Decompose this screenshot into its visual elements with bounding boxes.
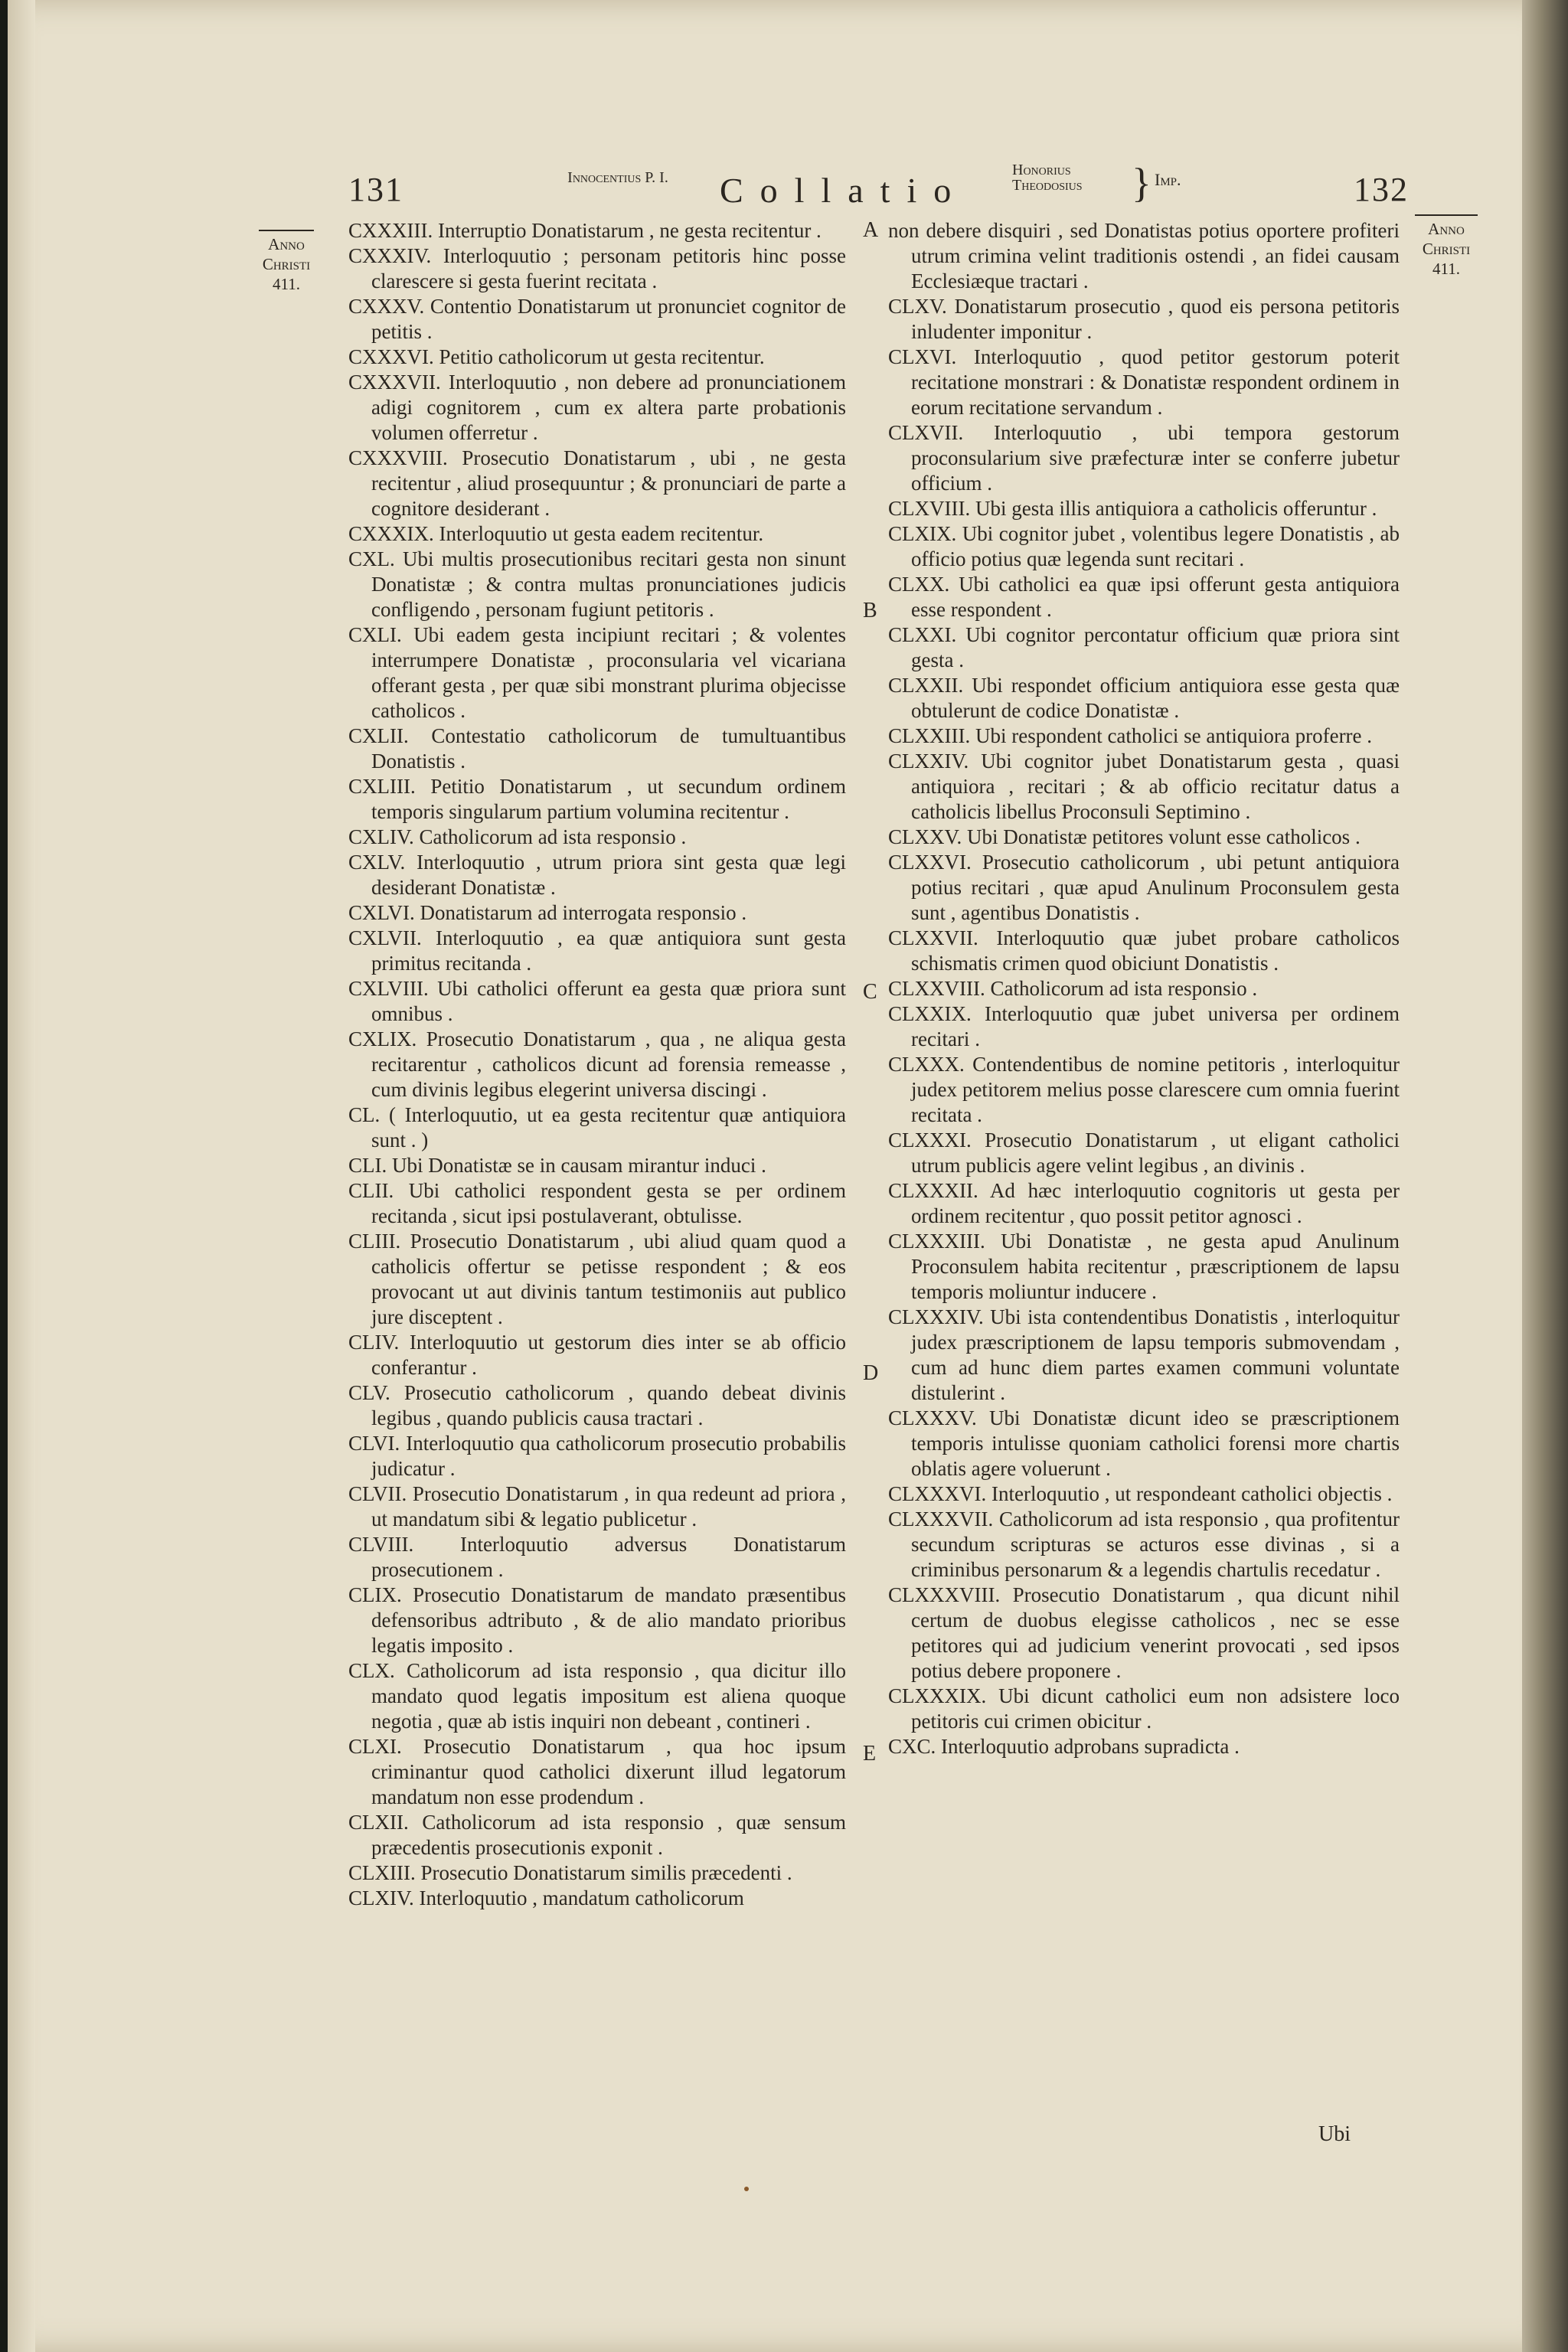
index-entry: CLXXXI. Prosecutio Donatistarum , ut eligant catholici utrum publicis agere velint legibus , an divinis . bbox=[888, 1129, 1400, 1177]
index-entry: CXLIII. Petitio Donatistarum , ut secundum ordinem temporis singularum partium volumina recitentur . bbox=[348, 775, 846, 823]
page-gutter bbox=[8, 0, 35, 2352]
index-entry: CLXVII. Interloquutio , ubi tempora gestorum proconsularium sive præfecturæ inter se conferre jubetur officium . bbox=[888, 421, 1400, 495]
index-entry: CLXXIII. Ubi respondent catholici se antiquiora proferre . bbox=[888, 724, 1373, 747]
brace-icon: } bbox=[1132, 160, 1152, 206]
section-marker-e: E bbox=[863, 1742, 877, 1766]
index-entry: non debere disquiri , sed Donatistas potius oportere profiteri utrum crimina velint traditionis ostendi , an fidei causam Ecclesiæque tractari . bbox=[888, 219, 1400, 292]
index-entry: CLXXVI. Prosecutio catholicorum , ubi petunt antiquiora potius recitari , quæ apud Anulinum Proconsulem gesta sunt , agentibus Donatistis . bbox=[888, 851, 1400, 924]
index-entry: CXXXVI. Petitio catholicorum ut gesta recitentur. bbox=[348, 345, 765, 368]
margin-note-text: Anno Christi 411. bbox=[262, 235, 311, 293]
index-entry: CLXXVII. Interloquutio quæ jubet probare catholicos schismatis crimen quod obiciunt Donatistis . bbox=[888, 926, 1400, 975]
index-entry: CLXI. Prosecutio Donatistarum , qua hoc ipsum criminantur quod catholici dixerunt illud legatorum mandatum non esse prodendum . bbox=[348, 1735, 846, 1808]
index-entry: CLVIII. Interloquutio adversus Donatistarum prosecutionem . bbox=[348, 1533, 846, 1581]
index-entry: CXXXIII. Interruptio Donatistarum , ne gesta recitentur . bbox=[348, 219, 822, 242]
index-entry: CLXXXIX. Ubi dicunt catholici eum non adsistere loco petitoris cui crimen obicitur . bbox=[888, 1684, 1400, 1733]
margin-note-text: Anno Christi 411. bbox=[1422, 220, 1471, 278]
index-entry: CLXXXVI. Interloquutio , ut respondeant catholici objectis . bbox=[888, 1482, 1393, 1505]
index-entry: CLXIV. Interloquutio , mandatum catholicorum bbox=[348, 1886, 744, 1909]
index-entry: CLXVI. Interloquutio , quod petitor gestorum poterit recitatione monstrari : & Donatistæ respondent ordinem in eorum recitatione servandum . bbox=[888, 345, 1400, 419]
section-marker-a: A bbox=[863, 218, 879, 242]
index-entry: CL. ( Interloquutio, ut ea gesta recitentur quæ antiquiora sunt . ) bbox=[348, 1103, 846, 1152]
index-entry: CXLIV. Catholicorum ad ista responsio . bbox=[348, 825, 687, 848]
right-running-head: Honorius Theodosius bbox=[1012, 162, 1083, 194]
index-entry: CLXXXIV. Ubi ista contendentibus Donatistis , interloquitur judex præscriptionem de lapsu temporis submovendam , cum ad hunc diem partes examen communi voluntate distulerint . bbox=[888, 1305, 1400, 1404]
index-entry: CLXXVIII. Catholicorum ad ista responsio . bbox=[888, 977, 1258, 1000]
index-entry: CLIX. Prosecutio Donatistarum de mandato præsentibus defensoribus adtributo , & de alio mandato prioribus legatis imposito . bbox=[348, 1583, 846, 1657]
section-marker-b: B bbox=[863, 599, 877, 622]
index-entry: CXXXVII. Interloquutio , non debere ad pronunciationem adigi cognitorem , cum ex altera parte probationis volumen offerretur . bbox=[348, 371, 846, 444]
index-entry: CXLIX. Prosecutio Donatistarum , qua , ne aliqua gesta recitarentur , catholicos dicunt ad forensia remeasse , cum divinis legibus elegerint universa discingi . bbox=[348, 1027, 846, 1101]
index-entry: CLVII. Prosecutio Donatistarum , in qua redeunt ad priora , ut mandatum sibi & legatio publicetur . bbox=[348, 1482, 846, 1530]
index-entry: CXLV. Interloquutio , utrum priora sint gesta quæ legi desiderant Donatistæ . bbox=[348, 851, 846, 899]
index-entry: CLXX. Ubi catholici ea quæ ipsi offerunt gesta antiquiora esse respondent . bbox=[888, 573, 1400, 621]
index-entry: CXLII. Contestatio catholicorum de tumultuantibus Donatistis . bbox=[348, 724, 846, 773]
index-entry: CLXXXII. Ad hæc interloquutio cognitoris ut gesta per ordinem recitentur , quo possit petitor agnosci . bbox=[888, 1179, 1400, 1227]
index-entry: CLIV. Interloquutio ut gestorum dies inter se ab officio conferantur . bbox=[348, 1331, 846, 1379]
index-entry: CXXXIV. Interloquutio ; personam petitoris hinc posse clarescere si gesta fuerint recitata . bbox=[348, 244, 846, 292]
index-entry: CLXII. Catholicorum ad ista responsio , quæ sensum præcedentis prosecutionis exponit . bbox=[348, 1811, 846, 1859]
index-entry: CLIII. Prosecutio Donatistarum , ubi aliud quam quod a catholicis offertur se petisse respondent ; & eos provocant ut aut divinis tantum testimoniis aut publico jure disceptent . bbox=[348, 1230, 846, 1328]
section-marker-c: C bbox=[863, 980, 877, 1004]
index-entry: CXC. Interloquutio adprobans supradicta . bbox=[888, 1735, 1240, 1758]
index-entry: CLXXXVII. Catholicorum ad ista responsio , qua profitentur secundum scripturas se acturos esse divinas , si a criminibus personarum & a legendis chartulis recedatur . bbox=[888, 1508, 1400, 1581]
index-entry: CLXIII. Prosecutio Donatistarum similis præcedenti . bbox=[348, 1861, 792, 1884]
index-entry: CXLI. Ubi eadem gesta incipiunt recitari ; & volentes interrumpere Donatistæ , proconsularia vel vicariana offerant gesta , per quæ sibi monstrant plurima objecisse catholicos . bbox=[348, 623, 846, 722]
index-entry: CXLVII. Interloquutio , ea quæ antiquiora sunt gesta primitus recitanda . bbox=[348, 926, 846, 975]
index-entry: CLXV. Donatistarum prosecutio , quod eis persona petitoris inludenter imponitur . bbox=[888, 295, 1400, 343]
index-entry: CXXXIX. Interloquutio ut gesta eadem recitentur. bbox=[348, 522, 764, 545]
left-running-head: Innocentius P. I. bbox=[567, 169, 668, 186]
margin-rule bbox=[1415, 214, 1478, 216]
right-column bbox=[888, 218, 1400, 1759]
index-entry: CLXXII. Ubi respondet officium antiquiora esse gesta quæ obtulerunt de codice Donatistæ . bbox=[888, 674, 1400, 722]
right-page-number: 132 bbox=[1354, 171, 1409, 208]
index-entry: CLII. Ubi catholici respondent gesta se per ordinem recitanda , sicut ipsi postulaverant, obtulisse. bbox=[348, 1179, 846, 1227]
margin-note-right bbox=[1415, 214, 1478, 279]
section-marker-d: D bbox=[863, 1361, 879, 1385]
index-entry: CXLVIII. Ubi catholici offerunt ea gesta quæ priora sunt omnibus . bbox=[348, 977, 846, 1025]
paper-speck bbox=[744, 2187, 749, 2191]
margin-rule bbox=[259, 230, 314, 231]
index-entry: CXXXVIII. Prosecutio Donatistarum , ubi , ne gesta recitentur , aliud prosequuntur ; & pronunciari de parte a cognitore desiderant . bbox=[348, 446, 846, 520]
page-edge-shadow bbox=[1522, 0, 1568, 2352]
index-entry: CLX. Catholicorum ad ista responsio , qua dicitur illo mandato quod legatis impositum est aliena quoque negotia , quæ ab istis inquiri non debeant , contineri . bbox=[348, 1659, 846, 1733]
index-entry: CXL. Ubi multis prosecutionibus recitari gesta non sinunt Donatistæ ; & contra multas pronunciationes judicis confligendo , personam fugiunt petitoris . bbox=[348, 547, 846, 621]
right-running-suffix: Imp. bbox=[1155, 170, 1181, 189]
page-title: Collatio bbox=[720, 171, 969, 210]
index-entry: CLXXXIII. Ubi Donatistæ , ne gesta apud Anulinum Proconsulem habita recitentur , præscriptionem de lapsu temporis moliuntur inducere . bbox=[888, 1230, 1400, 1303]
index-entry: CXLVI. Donatistarum ad interrogata responsio . bbox=[348, 901, 747, 924]
index-entry: CLXXX. Contendentibus de nomine petitoris , interloquitur judex petitorem melius posse clarescere cum omnia fuerint recitata . bbox=[888, 1053, 1400, 1126]
left-page-number: 131 bbox=[348, 171, 403, 208]
index-entry: CLXIX. Ubi cognitor jubet , volentibus legere Donatistis , ab officio potius quæ legenda sunt recitari . bbox=[888, 522, 1400, 570]
index-entry: CLXVIII. Ubi gesta illis antiquiora a catholicis offeruntur . bbox=[888, 497, 1377, 520]
index-entry: CLXXI. Ubi cognitor percontatur officium quæ priora sint gesta . bbox=[888, 623, 1400, 671]
margin-note-left bbox=[259, 230, 314, 294]
index-entry: CLXXXV. Ubi Donatistæ dicunt ideo se præscriptionem temporis intulisse quoniam catholici forensi more chartis oblatis agere voluerunt . bbox=[888, 1406, 1400, 1480]
index-entry: CLXXV. Ubi Donatistæ petitores volunt esse catholicos . bbox=[888, 825, 1361, 848]
index-entry: CLI. Ubi Donatistæ se in causam mirantur induci . bbox=[348, 1154, 766, 1177]
index-entry: CLXXXVIII. Prosecutio Donatistarum , qua dicunt nihil certum de duobus elegisse catholicos , nec se esse petitores qui ad judicium venerint provocati , sed ipsos potius debere proponere . bbox=[888, 1583, 1400, 1682]
left-column bbox=[348, 218, 846, 1911]
index-entry: CXXXV. Contentio Donatistarum ut pronunciet cognitor de petitis . bbox=[348, 295, 846, 343]
index-entry: CLXXIX. Interloquutio quæ jubet universa per ordinem recitari . bbox=[888, 1002, 1400, 1050]
index-entry: CLXXIV. Ubi cognitor jubet Donatistarum gesta , quasi antiquiora , recitari ; & ab officio recitatur datus a catholicis libellus Proconsuli Septimino . bbox=[888, 750, 1400, 823]
catchword: Ubi bbox=[1318, 2122, 1351, 2146]
index-entry: CLV. Prosecutio catholicorum , quando debeat divinis legibus , quando publicis causa tractari . bbox=[348, 1381, 846, 1429]
index-entry: CLVI. Interloquutio qua catholicorum prosecutio probabilis judicatur . bbox=[348, 1432, 846, 1480]
